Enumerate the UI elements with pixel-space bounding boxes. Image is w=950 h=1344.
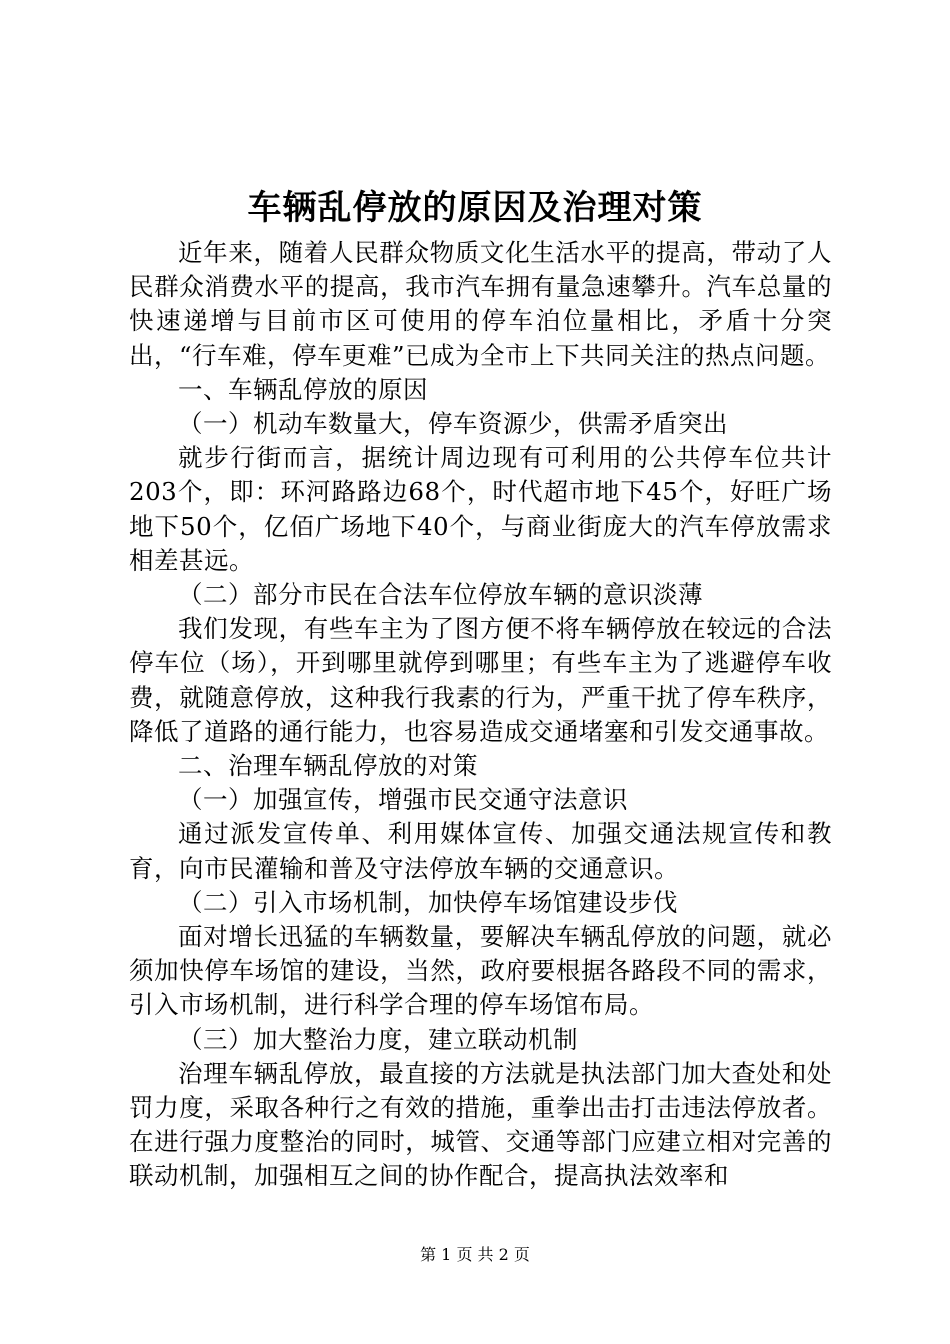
subheading-measure-1: （一）加强宣传，增强市民交通守法意识 bbox=[178, 785, 628, 815]
document-body bbox=[129, 236, 832, 1194]
subheading-cause-1: （一）机动车数量大，停车资源少，供需矛盾突出 bbox=[178, 409, 728, 439]
paragraph-measure-3: 治理车辆乱停放，最直接的方法就是执法部门加大查处和处罚力度，采取各种行之有效的措施，重拳出击打击违法停放者。在进行强力度整治的同时，城管、交通等部门应建立相对完善的联动机制，加强相互之间的协作配合，提高执法效率和 bbox=[129, 1058, 832, 1191]
document-title: 车辆乱停放的原因及治理对策 bbox=[247, 188, 703, 228]
subheading-measure-2: （二）引入市场机制，加快停车场馆建设步伐 bbox=[178, 887, 678, 917]
subheading-measure-3: （三）加大整治力度，建立联动机制 bbox=[178, 1024, 578, 1054]
section-heading-causes: 一、车辆乱停放的原因 bbox=[178, 374, 428, 404]
page-footer: 第 1 页 共 2 页 bbox=[420, 1245, 530, 1264]
paragraph-measure-1: 通过派发宣传单、利用媒体宣传、加强交通法规宣传和教育，向市民灌输和普及守法停放车辆的交通意识。 bbox=[129, 819, 832, 883]
subheading-cause-2: （二）部分市民在合法车位停放车辆的意识淡薄 bbox=[178, 580, 703, 610]
paragraph-intro: 近年来，随着人民群众物质文化生活水平的提高，带动了人民群众消费水平的提高，我市汽车拥有量急速攀升。汽车总量的快速递增与目前市区可使用的停车泊位量相比，矛盾十分突出，“行车难，停车更难”已成为全市上下共同关注的热点问题。 bbox=[129, 238, 832, 370]
paragraph-measure-2: 面对增长迅猛的车辆数量，要解决车辆乱停放的问题，就必须加快停车场馆的建设，当然，政府要根据各路段不同的需求，引入市场机制，进行科学合理的停车场馆布局。 bbox=[129, 922, 832, 1020]
paragraph-cause-2: 我们发现，有些车主为了图方便不将车辆停放在较远的合法停车位（场），开到哪里就停到哪里；有些车主为了逃避停车收费，就随意停放，这种我行我素的行为，严重干扰了停车秩序，降低了道路的通行能力，也容易造成交通堵塞和引发交通事故。 bbox=[129, 614, 832, 746]
paragraph-cause-1: 就步行街而言，据统计周边现有可利用的公共停车位共计203个，即：环河路路边68个，时代超市地下45个，好旺广场地下50个，亿佰广场地下40个，与商业街庞大的汽车停放需求相差甚远。 bbox=[129, 443, 832, 575]
section-heading-measures: 二、治理车辆乱停放的对策 bbox=[178, 751, 478, 781]
